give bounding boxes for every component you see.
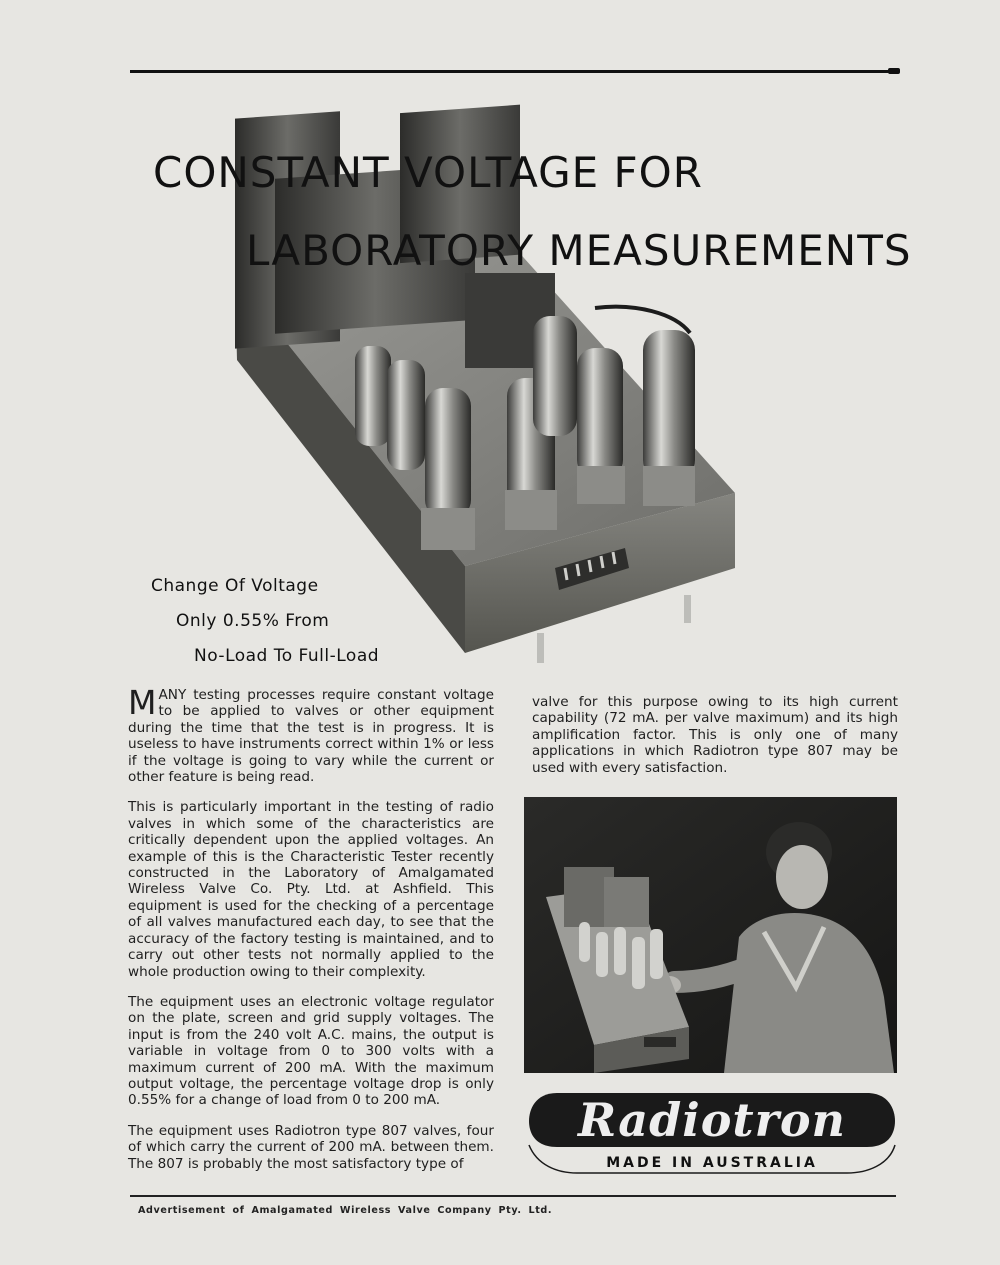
paragraph-text: ANY testing processes require constant voltage to be applied to valves or other equipment during the time that the test is in progress. It is useless to have instruments correct within 1% or less if the voltage is going to vary while the current or other feature is being read. <box>128 687 494 786</box>
headline-line-2: LABORATORY MEASUREMENTS <box>246 226 912 275</box>
article-column-right <box>532 694 898 790</box>
brand-wordmark: Radiotron <box>577 1093 847 1147</box>
top-rule <box>130 70 896 73</box>
article-paragraph: valve for this purpose owing to its high current capability (72 mA. per valve maximum) and its high amplification factor. This is only one of many applications in which Radiotron type 807 may be used with every satisfaction. <box>532 694 898 776</box>
photo-caption-line-3: No-Load To Full-Load <box>194 646 380 666</box>
article-paragraph <box>128 683 494 786</box>
radiotron-logo <box>527 1085 897 1175</box>
technician-photo <box>524 797 897 1073</box>
article-paragraph: This is particularly important in the testing of radio valves in which some of the characteristics are critically dependent upon the applied voltages. An example of this is the Characteristic Tester recently constructed in the Laboratory of Amalgamated Wireless Valve Co. Pty. Ltd. at Ashfield. This equipment is used for the checking of a percentage of all valves manufactured each day, to see that the accuracy of the factory testing is maintained, and to carry out other tests not normally applied to the whole production owing to their complexity. <box>128 799 494 980</box>
bottom-rule <box>130 1195 896 1197</box>
photo-caption-line-1: Change Of Voltage <box>151 576 319 596</box>
headline-line-1: CONSTANT VOLTAGE FOR <box>153 148 703 197</box>
drop-cap: M <box>128 683 157 722</box>
article-paragraph: The equipment uses an electronic voltage regulator on the plate, screen and grid supply voltages. The input is from the 240 volt A.C. mains, the output is variable in voltage from 0 to 300 volts with a maximum current of 200 mA. With the maximum output voltage, the percentage voltage drop is only 0.55% for a change of load from 0 to 200 mA. <box>128 993 494 1109</box>
article-column-left <box>128 683 494 1186</box>
brand-tagline: MADE IN AUSTRALIA <box>606 1155 818 1171</box>
photo-caption-line-2: Only 0.55% From <box>176 611 330 631</box>
advertiser-footer: Advertisement of Amalgamated Wireless Valve Company Pty. Ltd. <box>138 1205 553 1216</box>
article-paragraph: The equipment uses Radiotron type 807 valves, four of which carry the current of 200 mA. between them. The 807 is probably the most satisfactory type of <box>128 1122 494 1172</box>
